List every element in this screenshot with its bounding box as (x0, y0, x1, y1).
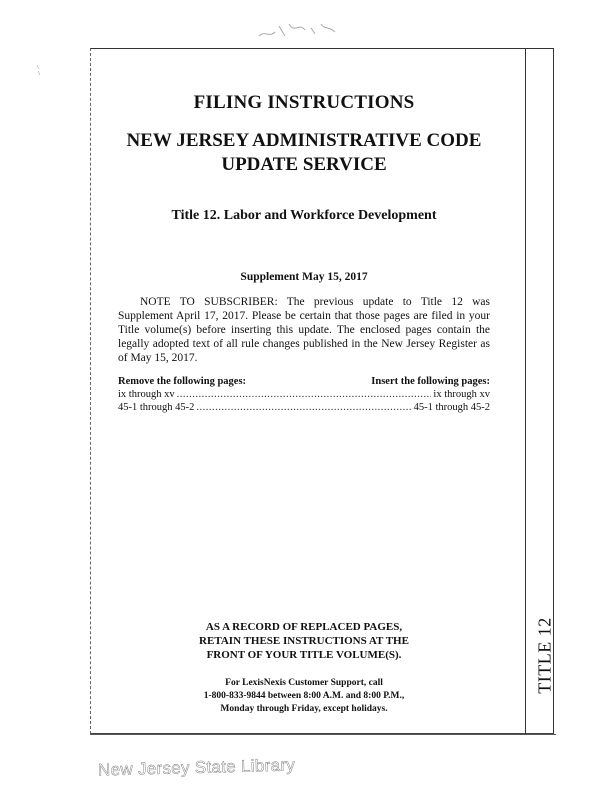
insert-pages-cell: ix through xv (433, 389, 490, 400)
supplement-date: Supplement May 15, 2017 (240, 271, 368, 283)
insert-pages-cell: 45-1 through 45-2 (413, 402, 490, 413)
bottom-rule (90, 734, 556, 736)
page-table-header (118, 375, 490, 388)
support-line1: For LexisNexis Customer Support, call (225, 678, 383, 688)
filing-instructions-heading: FILING INSTRUCTIONS (193, 92, 415, 113)
record-line2: RETAIN THESE INSTRUCTIONS AT THE (199, 635, 409, 647)
code-title-line2: UPDATE SERVICE (221, 154, 387, 175)
insert-pages-header: Insert the following pages: (371, 376, 490, 387)
code-title-line1: NEW JERSEY ADMINISTRATIVE CODE (126, 130, 482, 151)
remove-pages-header: Remove the following pages: (118, 376, 247, 387)
library-stamp: New Jersey State Library (97, 755, 296, 780)
record-line1: AS A RECORD OF REPLACED PAGES, (205, 621, 403, 633)
title-tab-label: TITLE 12 (534, 616, 555, 694)
title-tab (535, 615, 555, 695)
tab-divider-line (525, 48, 526, 734)
handwritten-mark (255, 14, 345, 44)
scan-speck (36, 64, 41, 76)
page-replacement-table (118, 375, 490, 414)
code-title-heading (118, 129, 490, 177)
dot-leader (196, 401, 411, 414)
support-line3: Monday through Friday, except holidays. (220, 704, 388, 714)
remove-pages-cell: 45-1 through 45-2 (118, 402, 195, 413)
support-line2: 1-800-833-9844 between 8:00 A.M. and 8:00 P.M., (203, 691, 405, 701)
record-instructions (118, 620, 490, 662)
page-table-row (118, 401, 490, 414)
main-content (118, 82, 490, 414)
remove-pages-cell: ix through xv (118, 389, 175, 400)
subscriber-note: NOTE TO SUBSCRIBER: The previous update to Title 12 was Supplement April 17, 2017. Please be certain that those pages are filed in your Title volume(s) before inserting this update. The enclosed pages contain the legally adopted text of all rule changes published in the New Jersey Register as of May 15, 2017. (118, 296, 490, 364)
record-line3: FRONT OF YOUR TITLE VOLUME(S). (206, 649, 402, 661)
customer-support-info (118, 677, 490, 716)
dot-leader (177, 388, 432, 401)
page-table-row (118, 388, 490, 401)
title-subject: Title 12. Labor and Workforce Development (171, 208, 437, 223)
